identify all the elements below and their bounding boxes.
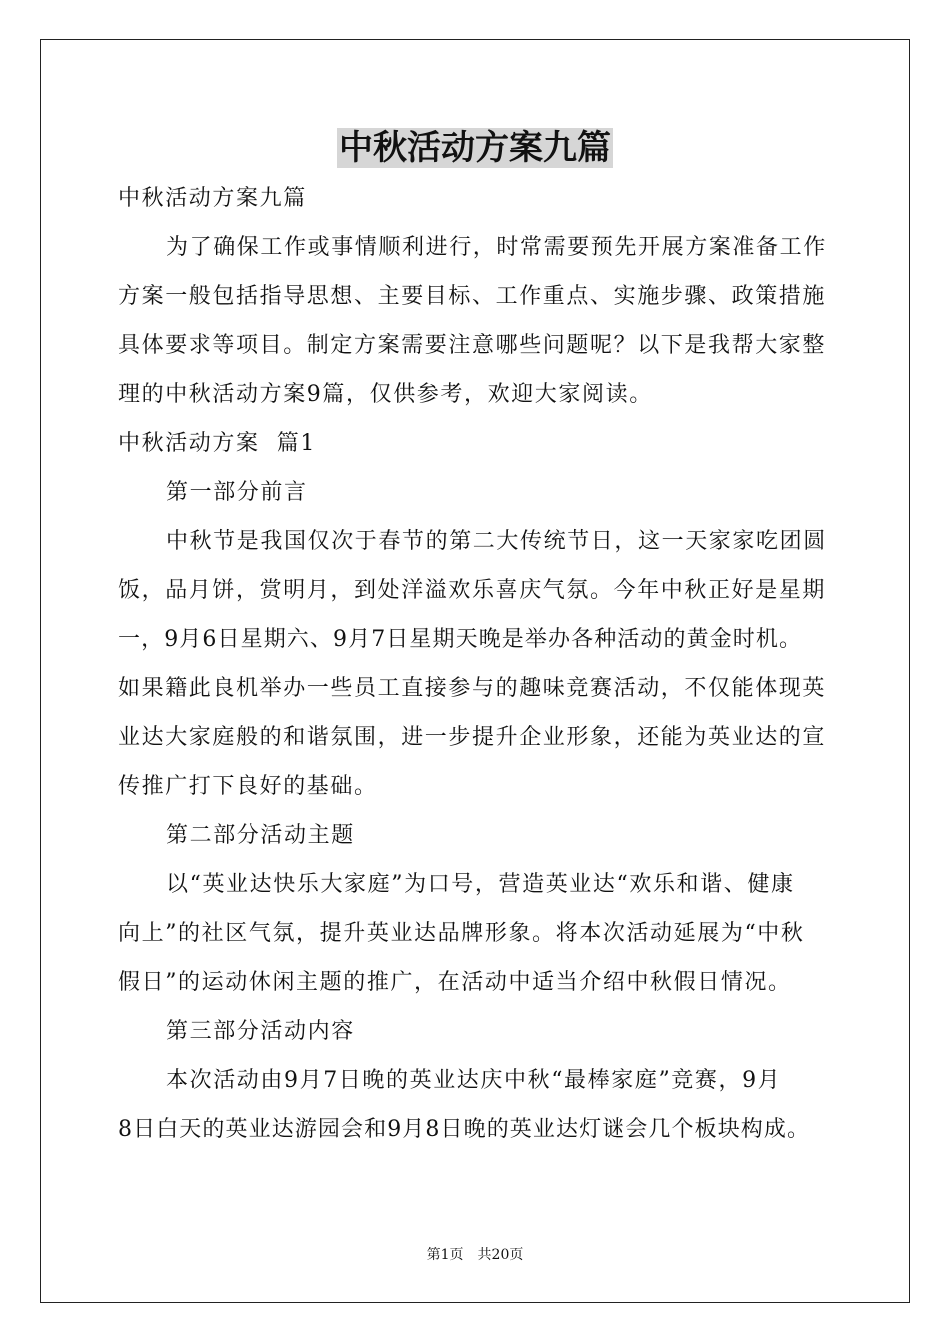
part2-line: 向上”的社区气氛，提升英业达品牌形象。将本次活动延展为“中秋: [118, 921, 805, 946]
part3-heading: 第三部分活动内容: [166, 1019, 355, 1044]
document-title: [0, 124, 950, 172]
page-total: 共20页: [477, 1247, 524, 1263]
part1-line: 中秋节是我国仅次于春节的第二大传统节日，这一天家家吃团圆: [166, 529, 827, 554]
part3-line: 8日白天的英业达游园会和9月8日晚的英业达灯谜会几个板块构成。: [118, 1117, 811, 1142]
section-heading: 中秋活动方案 篇1: [118, 431, 316, 456]
part3-paragraph: [118, 1064, 834, 1147]
part2-line: 以“英业达快乐大家庭”为口号，营造英业达“欢乐和谐、健康: [166, 872, 795, 897]
part1-line: 一，9月6日星期六、9月7日星期天晚是举办各种活动的黄金时机。: [118, 627, 803, 652]
document-title-text: 中秋活动方案九篇: [339, 128, 611, 168]
intro-line: 为了确保工作或事情顺利进行，时常需要预先开展方案准备工作: [166, 235, 827, 260]
part2-heading: 第二部分活动主题: [166, 823, 355, 848]
intro-paragraph: [118, 231, 834, 412]
part1-paragraph: [118, 525, 834, 804]
document-subtitle: 中秋活动方案九篇: [118, 186, 307, 211]
page-footer: [0, 1245, 950, 1265]
intro-line: 方案一般包括指导思想、主要目标、工作重点、实施步骤、政策措施: [118, 284, 827, 309]
part1-line: 饭，品月饼，赏明月，到处洋溢欢乐喜庆气氛。今年中秋正好是星期: [118, 578, 827, 603]
part1-line: 业达大家庭般的和谐氛围，进一步提升企业形象，还能为英业达的宣: [118, 725, 827, 750]
part1-line: 如果籍此良机举办一些员工直接参与的趣味竞赛活动，不仅能体现英: [118, 676, 827, 701]
part3-line: 本次活动由9月7日晚的英业达庆中秋“最棒家庭”竞赛，9月: [166, 1068, 782, 1093]
part2-line: 假日”的运动休闲主题的推广，在活动中适当介绍中秋假日情况。: [118, 970, 792, 995]
part1-line: 传推广打下良好的基础。: [118, 774, 378, 799]
part1-heading: 第一部分前言: [166, 480, 308, 505]
intro-line: 具体要求等项目。制定方案需要注意哪些问题呢？以下是我帮大家整: [118, 333, 827, 358]
part2-paragraph: [118, 868, 834, 1000]
intro-line: 理的中秋活动方案9篇，仅供参考，欢迎大家阅读。: [118, 382, 653, 407]
document-body: [118, 182, 834, 1162]
page-number: 第1页: [426, 1247, 464, 1263]
